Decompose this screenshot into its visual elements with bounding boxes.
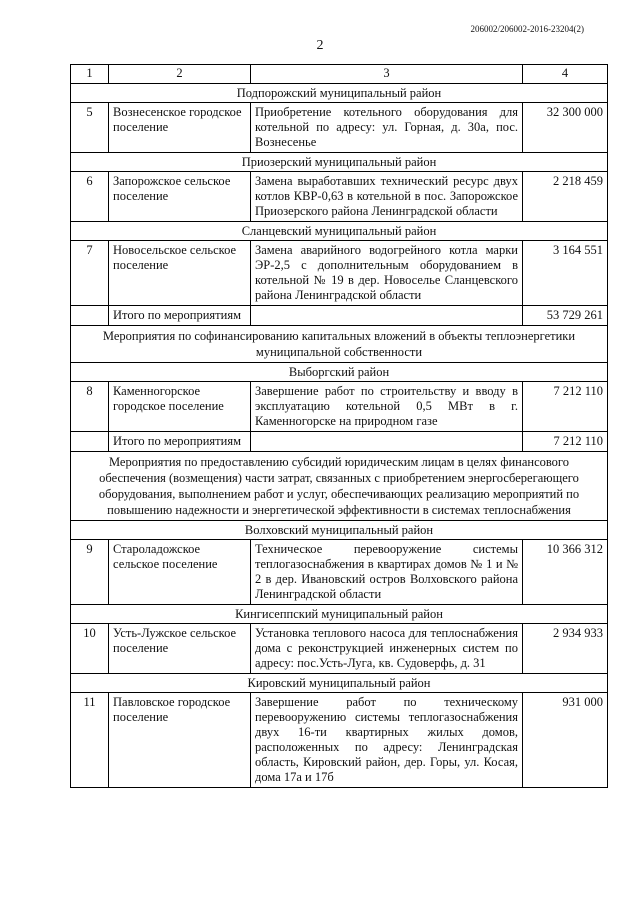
amount: 7 212 110	[523, 382, 608, 432]
document-id: 206002/206002-2016-23204(2)	[470, 24, 584, 34]
total-amount: 7 212 110	[523, 432, 608, 452]
table-row	[71, 540, 608, 605]
row-number: 10	[71, 624, 109, 674]
row-number: 6	[71, 172, 109, 222]
measure-description: Замена выработавших технический ресурс двух котлов КВР-0,63 в котельной в пос. Запорожское Приозерского района Ленинградской области	[251, 172, 523, 222]
column-header: 4	[523, 65, 608, 84]
district-name: Волховский муниципальный район	[71, 521, 608, 540]
total-amount: 53 729 261	[523, 306, 608, 326]
table-row	[71, 693, 608, 788]
table-row	[71, 172, 608, 222]
measure-group-header-row	[71, 452, 608, 521]
measure-description: Приобретение котельного оборудования для котельной по адресу: ул. Горная, д. 30а, пос. Вознесенье	[251, 103, 523, 153]
row-number: 11	[71, 693, 109, 788]
district-name: Выборгский район	[71, 363, 608, 382]
settlement-name: Староладожское сельское поселение	[109, 540, 251, 605]
measure-group-title: Мероприятия по предоставлению субсидий юридическим лицам в целях финансового обеспечения (возмещения) части затрат, связанных с приобретением энергосберегающего оборудования, выполнением работ и услуг, обеспечивающих реализацию мероприятий по повышению надежности и энергетической эффективности в системах теплоснабжения	[71, 452, 608, 521]
district-name: Сланцевский муниципальный район	[71, 222, 608, 241]
amount: 3 164 551	[523, 241, 608, 306]
page-number: 2	[316, 38, 324, 53]
measure-description: Завершение работ по строительству и вводу в эксплуатацию котельной 0,5 МВт в г. Каменногорске на природном газе	[251, 382, 523, 432]
table-row	[71, 103, 608, 153]
table-row	[71, 382, 608, 432]
amount: 2 934 933	[523, 624, 608, 674]
settlement-name: Павловское городское поселение	[109, 693, 251, 788]
district-header-row	[71, 222, 608, 241]
total-row	[71, 432, 608, 452]
column-header: 3	[251, 65, 523, 84]
amount: 10 366 312	[523, 540, 608, 605]
amount: 2 218 459	[523, 172, 608, 222]
measure-description: Замена аварийного водогрейного котла марки ЭР-2,5 с дополнительным оборудованием в котельной № 19 в дер. Новоселье Сланцевского района Ленинградской области	[251, 241, 523, 306]
district-header-row	[71, 521, 608, 540]
amount: 931 000	[523, 693, 608, 788]
district-header-row	[71, 84, 608, 103]
table-row	[71, 241, 608, 306]
district-name: Кингисеппский муниципальный район	[71, 605, 608, 624]
settlement-name: Новосельское сельское поселение	[109, 241, 251, 306]
settlement-name: Каменногорское городское поселение	[109, 382, 251, 432]
total-label: Итого по мероприятиям	[109, 432, 251, 452]
district-header-row	[71, 605, 608, 624]
measure-group-title: Мероприятия по софинансированию капитальных вложений в объекты теплоэнергетики муниципальной собственности	[71, 326, 608, 363]
district-header-row	[71, 153, 608, 172]
total-empty-cell	[71, 306, 109, 326]
measure-description: Техническое перевооружение системы теплогазоснабжения в квартирах домов № 1 и № 2 в дер. Ивановский остров Волховского района Ленинградской области	[251, 540, 523, 605]
total-label: Итого по мероприятиям	[109, 306, 251, 326]
column-header: 2	[109, 65, 251, 84]
measure-description: Завершение работ по техническому перевооружению системы теплогазоснабжения двух 16-ти квартирных жилых домов, расположенных по адресу: Ленинградская область, Кировский район, дер. Горы, ул. Косая, дома 17а и 17б	[251, 693, 523, 788]
district-name: Кировский муниципальный район	[71, 674, 608, 693]
amount: 32 300 000	[523, 103, 608, 153]
district-name: Приозерский муниципальный район	[71, 153, 608, 172]
total-empty-cell	[251, 306, 523, 326]
row-number: 7	[71, 241, 109, 306]
total-empty-cell	[251, 432, 523, 452]
table-row	[71, 624, 608, 674]
total-row	[71, 306, 608, 326]
measures-table	[70, 64, 608, 788]
measure-description: Установка теплового насоса для теплоснабжения дома с реконструкцией инженерных систем по адресу: пос.Усть-Луга, кв. Судоверфь, д. 31	[251, 624, 523, 674]
column-header: 1	[71, 65, 109, 84]
column-number-row	[71, 65, 608, 84]
district-name: Подпорожский муниципальный район	[71, 84, 608, 103]
settlement-name: Усть-Лужское сельское поселение	[109, 624, 251, 674]
settlement-name: Запорожское сельское поселение	[109, 172, 251, 222]
row-number: 8	[71, 382, 109, 432]
row-number: 9	[71, 540, 109, 605]
row-number: 5	[71, 103, 109, 153]
settlement-name: Вознесенское городское поселение	[109, 103, 251, 153]
total-empty-cell	[71, 432, 109, 452]
district-header-row	[71, 674, 608, 693]
district-header-row	[71, 363, 608, 382]
measure-group-header-row	[71, 326, 608, 363]
